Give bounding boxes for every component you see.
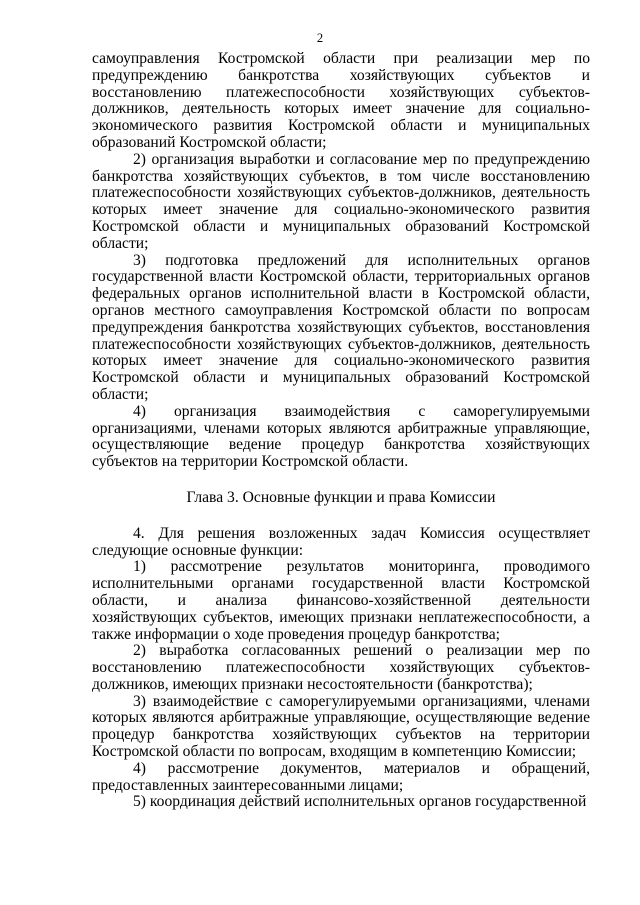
- paragraph: 4) организация взаимодействия с саморегулируемыми организациями, членами которых являются арбитражные управляющие, осуществляющие ведение процедур банкротства хозяйствующих субъектов на территории Костромской области.: [92, 402, 590, 471]
- paragraph: 2) выработка согласованных решений о реализации мер по восстановлению платежеспособности хозяйствующих субъектов-должников, имеющих признаки несостоятельности (банкротства);: [92, 642, 590, 693]
- paragraph: 3) подготовка предложений для исполнительных органов государственной власти Костромской области, территориальных органов федеральных органов исполнительной власти в Костромской области, органов местного самоуправления Костромской области по вопросам предупреждения банкротства хозяйствующих субъектов, восстановления платежеспособности хозяйствующих субъектов-должников, деятельность которых имеет значение для социально-экономического развития Костромской области и муниципальных образований Костромской области;: [92, 251, 590, 403]
- chapter-heading: Глава 3. Основные функции и права Комиссии: [186, 488, 496, 506]
- paragraph: самоуправления Костромской области при реализации мер по предупреждению банкротства хозяйствующих субъектов и восстановлению платежеспособности хозяйствующих субъектов-должников, деятельность которых имеет значение для социально-экономического развития Костромской области и муниципальных образований Костромской области;: [92, 50, 590, 151]
- paragraph: 3) взаимодействие с саморегулируемыми организациями, членами которых являются арбитражные управляющие, осуществляющие ведение процедур банкротства хозяйствующих субъектов на территории Костромской области по вопросам, входящим в компетенцию Комиссии;: [92, 692, 590, 761]
- paragraph: 4. Для решения возложенных задач Комиссия осуществляет следующие основные функции:: [92, 524, 590, 559]
- paragraph: 1) рассмотрение результатов мониторинга, проводимого исполнительными органами государственной власти Костромской области, и анализа финансово-хозяйственной деятельности хозяйствующих субъектов, имеющих признаки неплатежеспособности, а также информации о ходе проведения процедур банкротства;: [92, 558, 590, 643]
- document-body: [92, 51, 590, 811]
- section-3-paragraphs: [92, 526, 590, 812]
- section-2-paragraphs: [92, 51, 590, 471]
- paragraph: 2) организация выработки и согласование мер по предупреждению банкротства хозяйствующих субъектов, в том числе восстановлению платежеспособности хозяйствующих субъектов-должников, деятельность которых имеет значение для социально-экономического развития Костромской области и муниципальных образований Костромской области;: [92, 150, 590, 252]
- paragraph: 4) рассмотрение документов, материалов и обращений, предоставленных заинтересованными лицами;: [92, 759, 590, 794]
- paragraph: 5) координация действий исполнительных органов государственной: [133, 793, 587, 811]
- page-number: 2: [316, 31, 324, 45]
